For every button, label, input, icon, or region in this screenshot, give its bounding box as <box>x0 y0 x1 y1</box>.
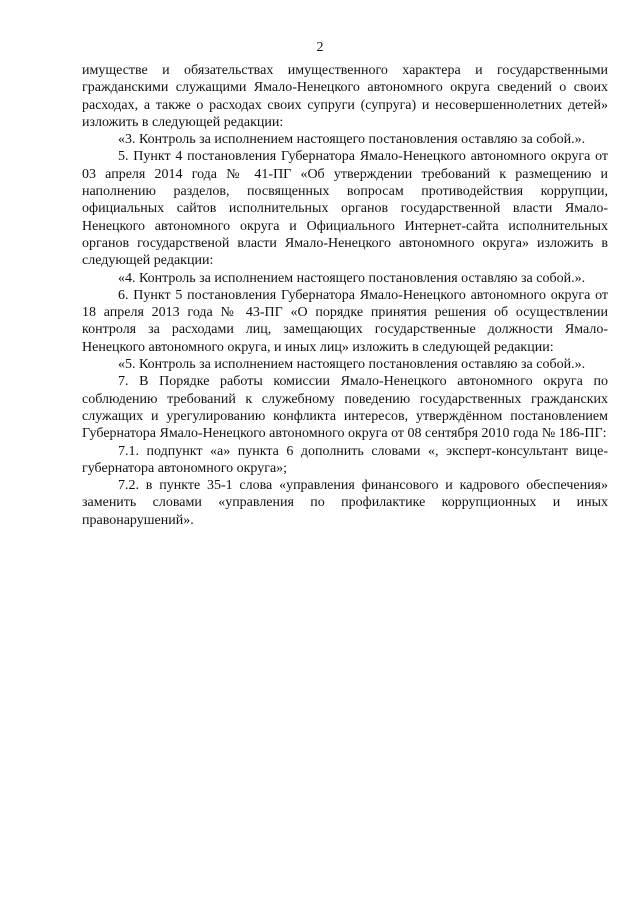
page-number: 2 <box>316 40 324 55</box>
paragraph-item-6: 6. Пункт 5 постановления Губернатора Ямало-Ненецкого автономного округа от 18 апреля 2013 года № 43-ПГ «О порядке принятия решения об осуществлении контроля за расходами лиц, замещающих государственные должности Ямало-Ненецкого автономного округа, и иных лиц» изложить в следующей редакции: <box>82 287 608 355</box>
paragraph-item-7-2: 7.2. в пункте 35-1 слова «управления финансового и кадрового обеспечения» заменить словами «управления по профилактике коррупционных и иных правонарушений». <box>82 478 608 528</box>
paragraph-item-7-1: 7.1. подпункт «а» пункта 6 дополнить словами «, эксперт-консультант вице-губернатора автономного округа»; <box>82 443 608 476</box>
quoted-clause-5: «5. Контроль за исполнением настоящего постановления оставляю за собой.». <box>118 357 586 373</box>
paragraph-item-7: 7. В Порядке работы комиссии Ямало-Ненецкого автономного округа по соблюдению требований к служебному поведению государственных гражданских служащих и урегулированию конфликта интересов, утверждённом постановлением Губернатора Ямало-Ненецкого автономного округа от 08 сентября 2010 года № 186-ПГ: <box>82 374 608 442</box>
quoted-clause-3: «3. Контроль за исполнением настоящего постановления оставляю за собой.». <box>118 132 586 148</box>
paragraph-item-5: 5. Пункт 4 постановления Губернатора Ямало-Ненецкого автономного округа от 03 апреля 2014 года № 41-ПГ «Об утверждении требований к размещению и наполнению разделов, посвященных вопросам противодействия коррупции, официальных сайтов исполнительных органов государственной власти Ямало-Ненецкого автономного округа и Официального Интернет-сайта исполнительных органов государственой власти Ямало-Ненецкого автономного округа» изложить в следующей редакции: <box>82 149 608 269</box>
document-body <box>82 62 608 529</box>
quoted-clause-4: «4. Контроль за исполнением настоящего постановления оставляю за собой.». <box>118 270 586 286</box>
paragraph-intro-continuation: имуществе и обязательствах имущественного характера и государственными гражданскими служащими Ямало-Ненецкого автономного округа сведений о своих расходах, а также о расходах своих супруги (супруга) и несовершеннолетних детей» изложить в следующей редакции: <box>82 63 608 130</box>
